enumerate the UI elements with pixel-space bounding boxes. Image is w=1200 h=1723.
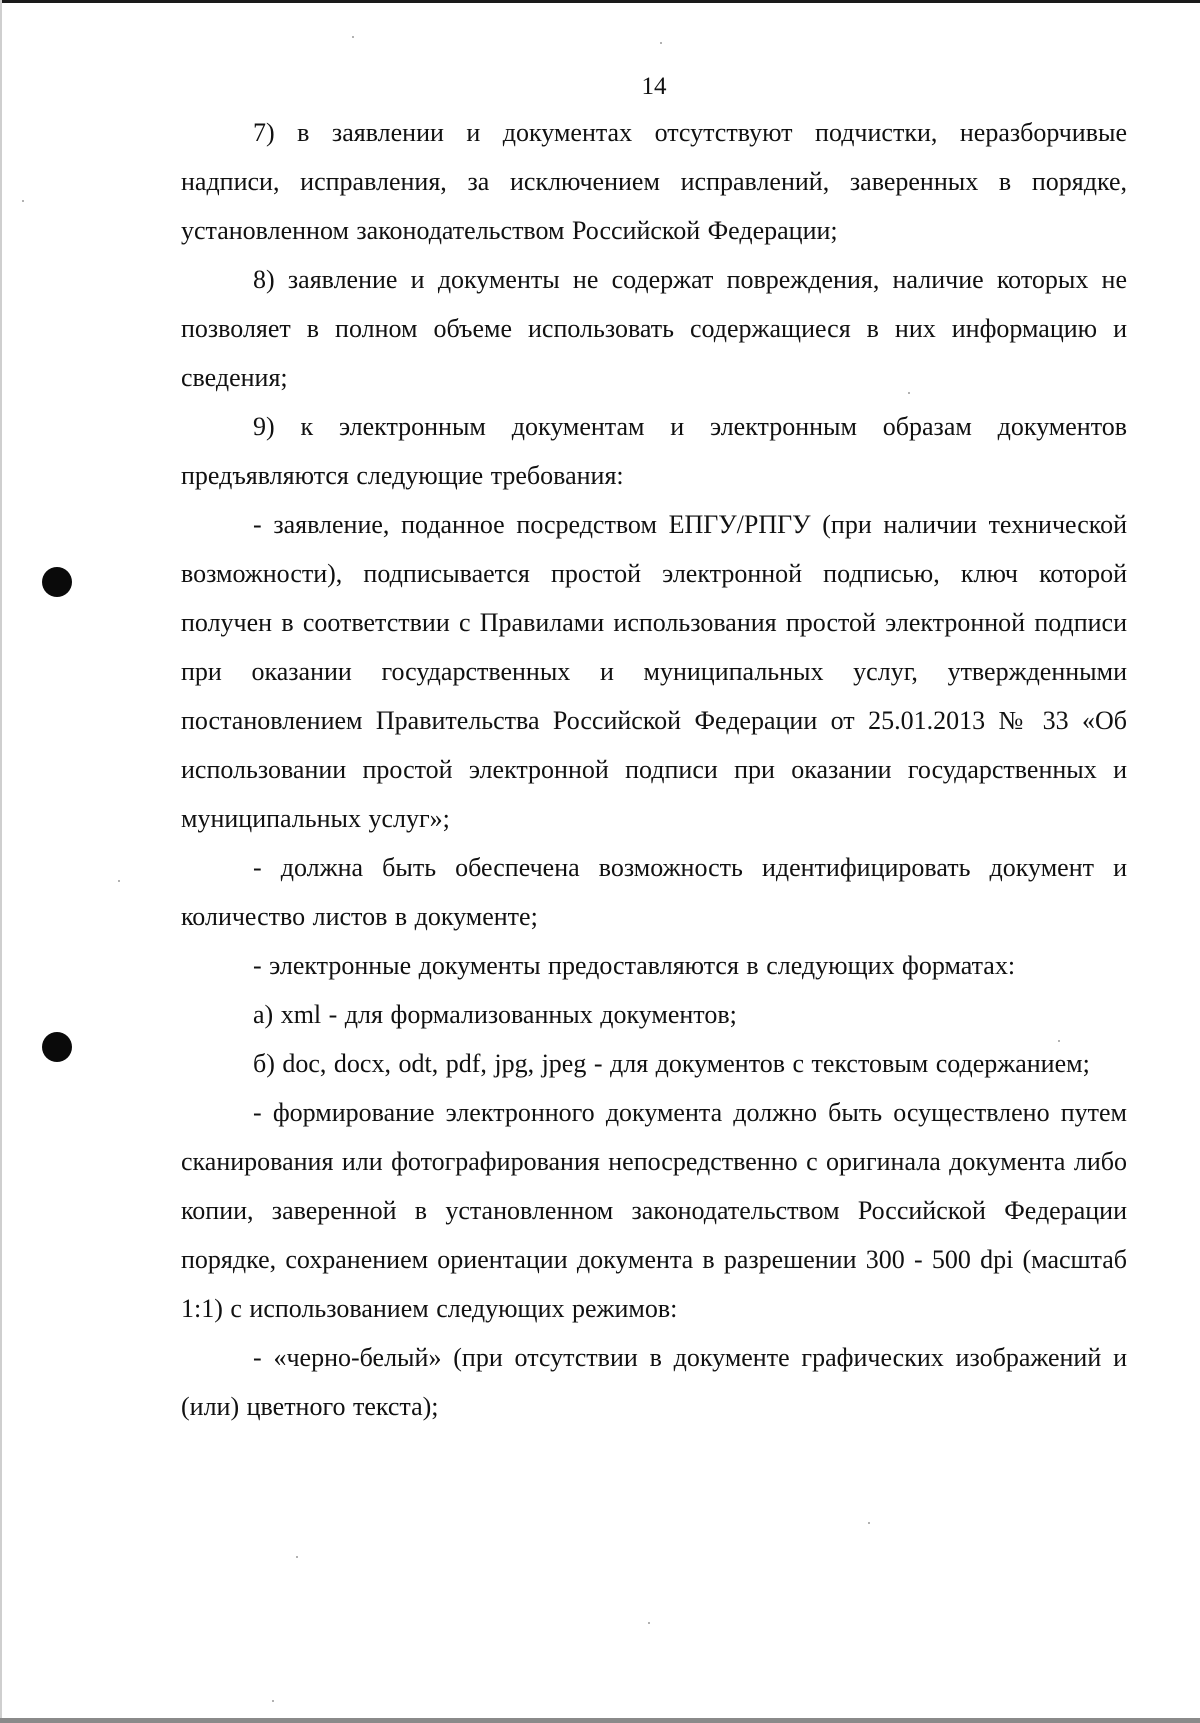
paragraph-signature-requirement: - заявление, поданное посредством ЕПГУ/РПГУ (при наличии технической возможности), подписывается простой электронной подписью, ключ которой получен в соответствии с Правилами использования простой электронной подписи при оказании государственных и муниципальных услуг, утвержденными постановлением Правительства Российской Федерации от 25.01.2013 № 33 «Об использовании простой электронной подписи при оказании государственных и муниципальных услуг»;	[181, 510, 1127, 833]
scan-speck	[296, 1556, 298, 1558]
paragraph-mode-black-white: - «черно-белый» (при отсутствии в документе графических изображений и (или) цветного текста);	[181, 1343, 1127, 1421]
paragraph-item-8: 8) заявление и документы не содержат повреждения, наличие которых не позволяет в полном объеме использовать содержащиеся в них информацию и сведения;	[181, 265, 1127, 392]
scan-speck	[272, 1700, 274, 1702]
punch-hole-upper	[42, 567, 72, 597]
paragraph-format-xml: а) xml - для формализованных документов;	[253, 1000, 737, 1029]
paragraph-item-9: 9) к электронным документам и электронным образам документов предъявляются следующие требования:	[181, 412, 1127, 490]
scan-speck	[648, 1622, 650, 1624]
scan-speck	[868, 1522, 870, 1524]
paragraph-format-text-documents: б) doc, docx, odt, pdf, jpg, jpeg - для документов с текстовым содержанием;	[253, 1049, 1090, 1078]
scan-bottom-edge	[0, 1718, 1200, 1723]
paragraph-formats-intro: - электронные документы предоставляются в следующих форматах:	[253, 951, 1016, 980]
page-number: 14	[641, 73, 667, 100]
paragraph-scanning-requirement: - формирование электронного документа должно быть осуществлено путем сканирования или фотографирования непосредственно с оригинала документа либо копии, заверенной в установленном законодательством Российской Федерации порядке, сохранением ориентации документа в разрешении 300 - 500 dpi (масштаб 1:1) с использованием следующих режимов:	[181, 1098, 1127, 1323]
scan-speck	[352, 36, 354, 38]
scan-speck	[660, 42, 662, 44]
document-body	[181, 108, 1127, 1431]
scan-top-border	[0, 0, 1200, 3]
scan-speck	[118, 880, 120, 882]
paragraph-item-7: 7) в заявлении и документах отсутствуют подчистки, неразборчивые надписи, исправления, за исключением исправлений, заверенных в порядке, установленном законодательством Российской Федерации;	[181, 118, 1127, 245]
scan-left-edge	[0, 0, 2, 1723]
paragraph-identification-requirement: - должна быть обеспечена возможность идентифицировать документ и количество листов в документе;	[181, 853, 1127, 931]
scan-speck	[22, 200, 24, 202]
punch-hole-lower	[42, 1032, 72, 1062]
